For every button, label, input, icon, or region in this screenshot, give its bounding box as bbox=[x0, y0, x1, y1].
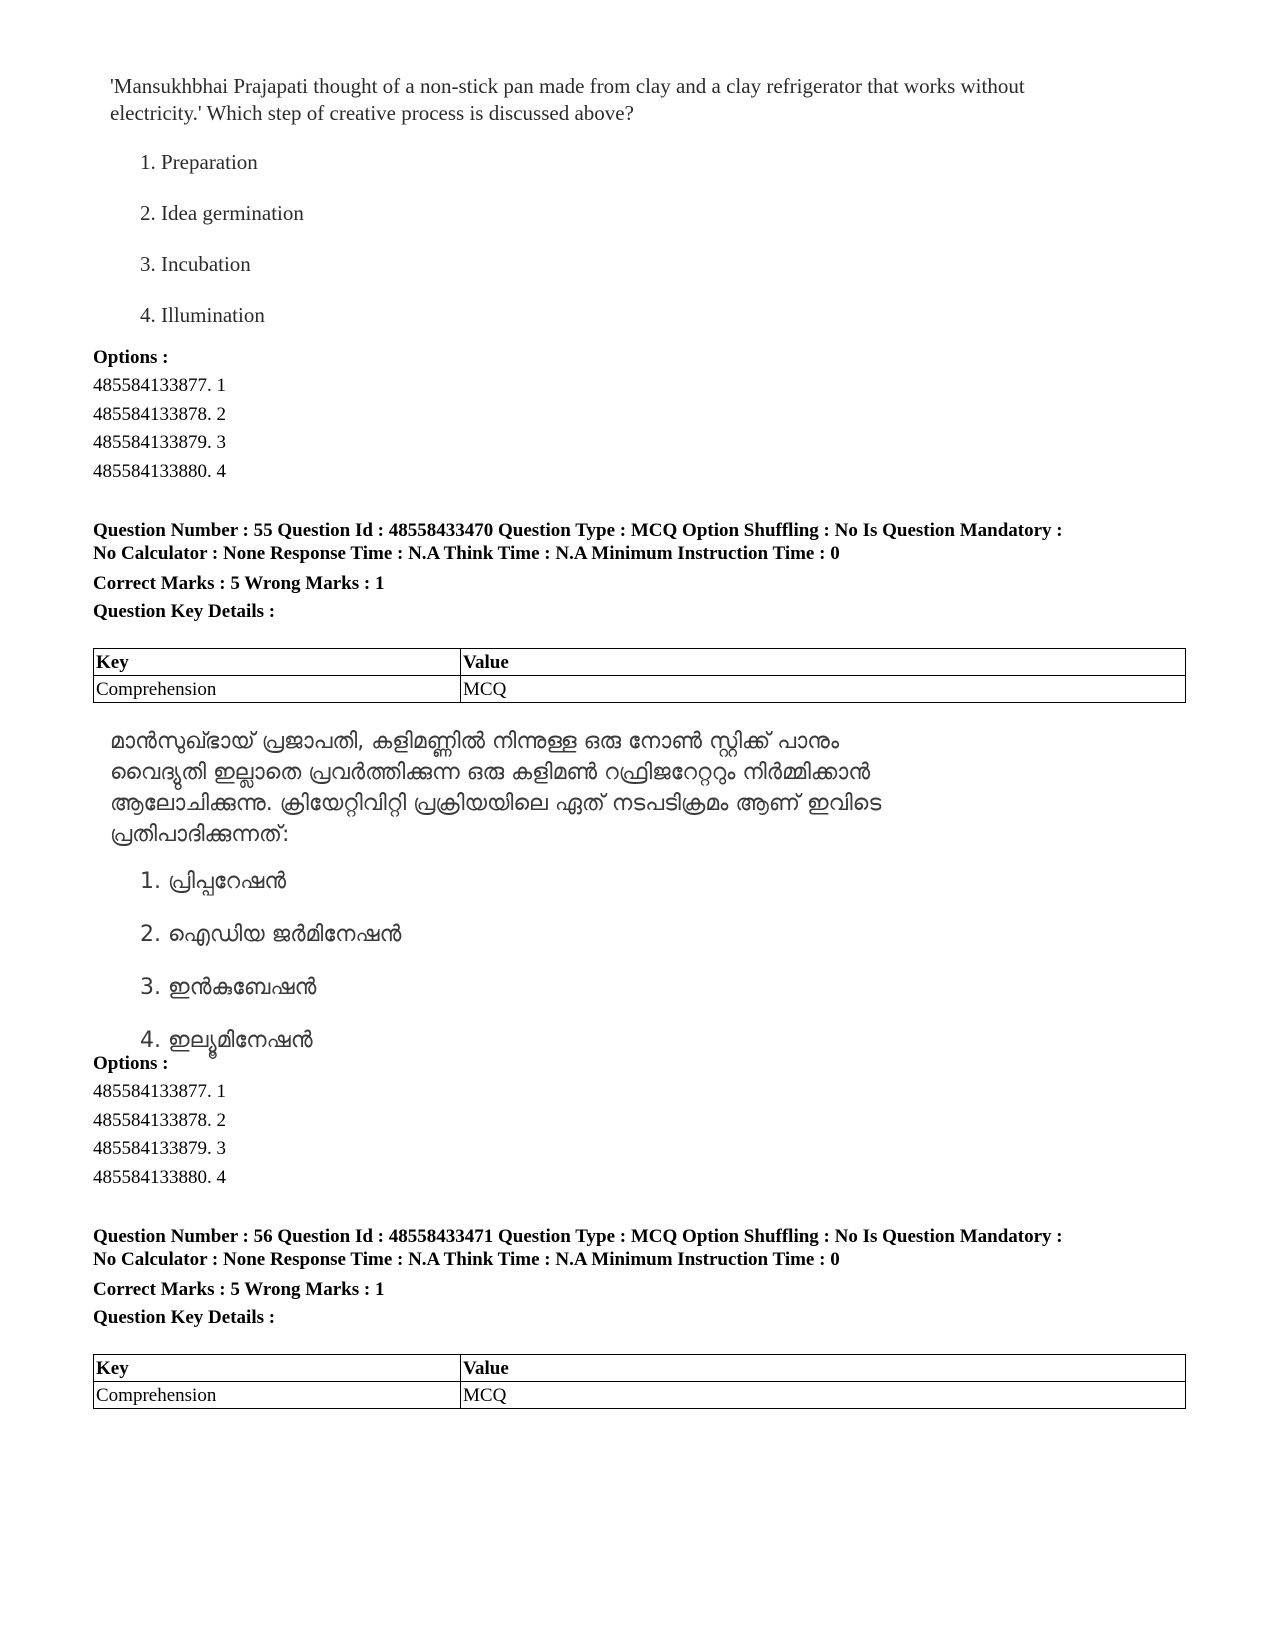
option-item: 485584133880. 4 bbox=[93, 1166, 226, 1188]
option-item: 485584133877. 1 bbox=[93, 375, 226, 396]
marks-line: Correct Marks : 5 Wrong Marks : 1 bbox=[93, 1279, 385, 1300]
choice-item: 3. Incubation bbox=[140, 252, 251, 276]
table-header-row bbox=[94, 649, 1186, 676]
key-details-table bbox=[93, 1354, 1186, 1409]
choice-item: 2. ഐഡിയ ജർമിനേഷൻ bbox=[140, 922, 402, 947]
option-item: 485584133878. 2 bbox=[93, 403, 226, 425]
option-item: 485584133880. 4 bbox=[93, 460, 226, 482]
choice-item: 2. Idea germination bbox=[140, 201, 304, 225]
table-header-value: Value bbox=[461, 1355, 1186, 1382]
question-meta-line: No Calculator : None Response Time : N.A Think Time : N.A Minimum Instruction Time : 0 bbox=[93, 1249, 840, 1270]
question-stem-line: ആലോചിക്കുന്നു. ക്രിയേറ്റിവിറ്റി പ്രക്രിയയിലെ ഏത് നടപടിക്രമം ആണ് ഇവിടെ bbox=[110, 791, 882, 816]
question-meta-line: Question Number : 56 Question Id : 48558433471 Question Type : MCQ Option Shuffling : No Is Question Mandatory : bbox=[93, 1226, 1063, 1247]
key-details-label: Question Key Details : bbox=[93, 1307, 276, 1328]
question-meta-line: Question Number : 55 Question Id : 48558433470 Question Type : MCQ Option Shuffling : No Is Question Mandatory : bbox=[93, 520, 1063, 541]
table-header-row bbox=[94, 1355, 1186, 1382]
choice-item: 3. ഇൻകുബേഷൻ bbox=[140, 975, 317, 1000]
question-image-malayalam bbox=[110, 726, 1170, 1056]
choice-item: 4. Illumination bbox=[140, 303, 265, 327]
table-cell-value: MCQ bbox=[461, 1382, 1186, 1409]
table-header-value: Value bbox=[461, 649, 1186, 676]
question-stem-line: electricity.' Which step of creative process is discussed above? bbox=[110, 101, 634, 125]
table-row bbox=[94, 676, 1186, 703]
choice-item: 1. Preparation bbox=[140, 150, 258, 174]
question-stem-line: പ്രതിപാദിക്കുന്നത്: bbox=[110, 822, 290, 847]
options-title: Options : bbox=[93, 347, 169, 368]
table-header-key: Key bbox=[94, 649, 461, 676]
option-item: 485584133878. 2 bbox=[93, 1109, 226, 1131]
options-block bbox=[93, 344, 226, 486]
key-details-table bbox=[93, 648, 1186, 703]
table-header-key: Key bbox=[94, 1355, 461, 1382]
question-meta bbox=[93, 519, 1203, 626]
question-stem-line: മാൻസുഖ്ഭായ് പ്രജാപതി, കളിമണ്ണിൽ നിന്നുള്ള ഒരു നോൺ സ്റ്റിക്ക് പാനും bbox=[110, 729, 840, 754]
choice-item: 1. പ്രിപ്പറേഷൻ bbox=[140, 869, 287, 894]
question-meta bbox=[93, 1225, 1203, 1332]
option-item: 485584133879. 3 bbox=[93, 1138, 226, 1159]
marks-line: Correct Marks : 5 Wrong Marks : 1 bbox=[93, 573, 385, 594]
question-stem-line: വൈദ്യുതി ഇല്ലാതെ പ്രവർത്തിക്കുന്ന ഒരു കളിമൺ റഫ്രിജറേറ്ററും നിർമ്മിക്കാൻ bbox=[110, 760, 871, 785]
table-cell-key: Comprehension bbox=[94, 676, 461, 703]
option-item: 485584133879. 3 bbox=[93, 432, 226, 453]
options-title: Options : bbox=[93, 1053, 169, 1074]
table-cell-value: MCQ bbox=[461, 676, 1186, 703]
question-image-english bbox=[110, 73, 1170, 343]
table-row bbox=[94, 1382, 1186, 1409]
table-cell-key: Comprehension bbox=[94, 1382, 461, 1409]
question-stem-line: 'Mansukhbhai Prajapati thought of a non-stick pan made from clay and a clay refrigerator that works without bbox=[110, 74, 1025, 98]
key-details-label: Question Key Details : bbox=[93, 601, 276, 622]
options-block bbox=[93, 1050, 226, 1192]
option-item: 485584133877. 1 bbox=[93, 1081, 226, 1102]
question-meta-line: No Calculator : None Response Time : N.A Think Time : N.A Minimum Instruction Time : 0 bbox=[93, 543, 840, 564]
choice-item: 4. ഇല്യൂമിനേഷൻ bbox=[140, 1028, 313, 1053]
